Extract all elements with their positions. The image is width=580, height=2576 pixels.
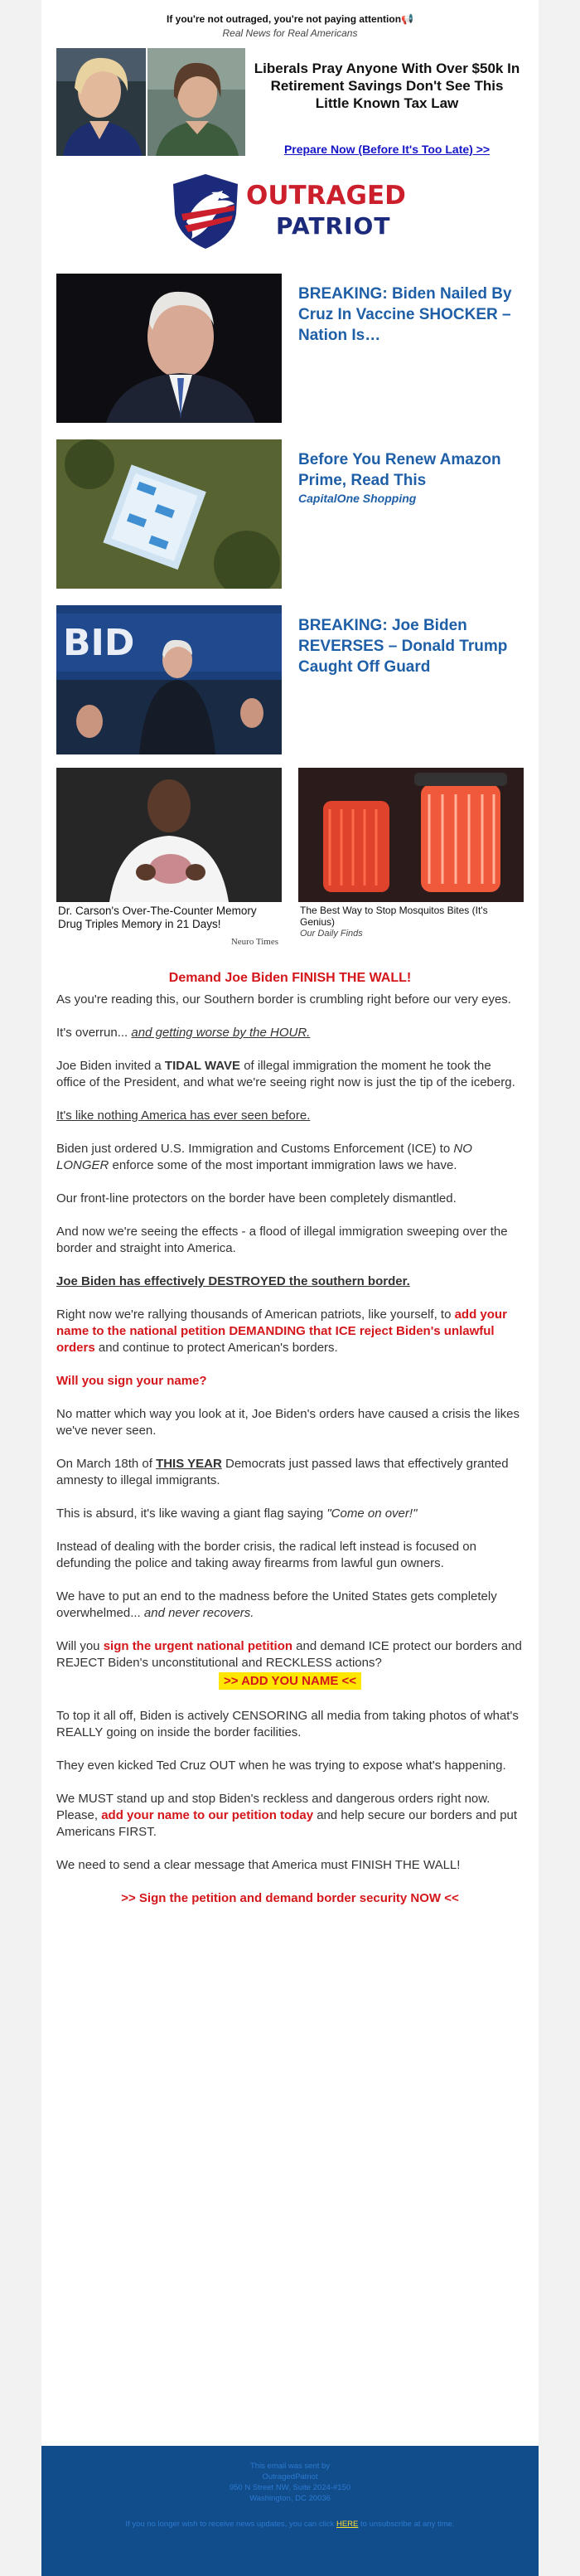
- add-name-button[interactable]: >> ADD YOU NAME <<: [219, 1672, 361, 1690]
- footer-line: 950 N Street NW, Suite 2024-#150: [229, 2483, 351, 2492]
- paragraph: Joe Biden invited a TIDAL WAVE of illegal immigration the moment he took the office of the President, and what we're seeing right now is just the tip of the iceberg.: [56, 1059, 515, 1089]
- sign-petition-link[interactable]: >> Sign the petition and demand border security NOW <<: [121, 1891, 459, 1905]
- email-body: [41, 0, 539, 2576]
- article-headline: Demand Joe Biden FINISH THE WALL!: [168, 971, 412, 985]
- story-title[interactable]: BREAKING: Biden Nailed By Cruz In Vaccine SHOCKER – Nation Is…: [298, 285, 512, 344]
- footer-line: This email was sent by: [249, 2462, 331, 2471]
- story-card[interactable]: [56, 274, 524, 423]
- petition-link[interactable]: add your name to our petition today: [101, 1808, 314, 1822]
- paragraph: This is absurd, it's like waving a giant flag saying "Come on over!": [56, 1506, 418, 1521]
- story-source: CapitalOne Shopping: [298, 492, 417, 505]
- preheader-subtitle: Real News for Real Americans: [222, 27, 358, 39]
- megaphone-icon: 📢: [401, 13, 413, 25]
- preheader-tagline: If you're not outraged, you're not paying attention: [167, 13, 402, 25]
- article: [56, 970, 524, 1907]
- outraged-patriot-logo[interactable]: [170, 171, 418, 254]
- paragraph: Biden just ordered U.S. Immigration and Customs Enforcement (ICE) to NO LONGER enforce some of the most important immigration laws we have.: [56, 1142, 472, 1172]
- paragraph: Will you sign the urgent national petition and demand ICE protect our borders and REJECT Biden's unconstitutional and RECKLESS actions?: [56, 1639, 522, 1670]
- petition-link[interactable]: add your name to the national petition DEMANDING that ICE reject Biden's unlawful orders: [56, 1307, 507, 1355]
- paragraph: We have to put an end to the madness before the United States gets completely overwhelmed... and never recovers.: [56, 1589, 497, 1620]
- paragraph: Joe Biden has effectively DESTROYED the southern border.: [56, 1274, 410, 1288]
- story-card[interactable]: [56, 605, 524, 754]
- paragraph: It's overrun... and getting worse by the HOUR.: [56, 1026, 311, 1040]
- paragraph: Right now we're rallying thousands of American patriots, like yourself, to add your name to the national petition DEMANDING that ICE reject Biden's unlawful orders and continue to protect American's borders.: [56, 1307, 507, 1355]
- story-title[interactable]: Before You Renew Amazon Prime, Read This: [298, 451, 501, 489]
- paragraph: No matter which way you look at it, Joe Biden's orders have caused a crisis the likes we've never seen.: [56, 1407, 520, 1438]
- ad-caption[interactable]: The Best Way to Stop Mosquitos Bites (It's Genius): [300, 905, 488, 928]
- sign-question[interactable]: Will you sign your name?: [56, 1374, 207, 1388]
- preheader: [41, 0, 539, 39]
- ad-caption[interactable]: Dr. Carson's Over-The-Counter Memory Drug Triples Memory in 21 Days!: [58, 905, 257, 930]
- ben-carson-photo[interactable]: [56, 768, 282, 902]
- paragraph: Instead of dealing with the border crisis, the radical left instead is focused on defunding the police and taking away firearms from lawful gun owners.: [56, 1540, 476, 1570]
- petition-link[interactable]: sign the urgent national petition: [103, 1639, 293, 1653]
- eagle-shield-icon: [170, 172, 241, 250]
- footer-line: OutragedPatriot: [262, 2472, 318, 2481]
- unsubscribe-link[interactable]: HERE: [336, 2520, 359, 2529]
- paragraph: And now we're seeing the effects - a flood of illegal immigration sweeping over the border and straight into America.: [56, 1225, 508, 1255]
- footer: [41, 2446, 539, 2576]
- ad-card[interactable]: [298, 768, 524, 950]
- svg-text:BID: BID: [63, 622, 135, 664]
- paragraph: We need to send a clear message that America must FINISH THE WALL!: [56, 1858, 461, 1872]
- paragraph: We MUST stand up and stop Biden's reckless and dangerous orders right now. Please, add your name to our petition today and help secure our borders and put Americans FIRST.: [56, 1792, 518, 1839]
- story-card[interactable]: [56, 439, 524, 589]
- footer-line: Washington, DC 20036: [249, 2494, 331, 2503]
- hillary-photo[interactable]: [56, 48, 146, 156]
- mosquito-lamp-photo[interactable]: [298, 768, 524, 902]
- paragraph: To top it all off, Biden is actively CENSORING all media from taking photos of what's REALLY going on inside the border facilities.: [56, 1709, 519, 1739]
- ad-source: Our Daily Finds: [300, 929, 363, 939]
- paragraph: They even kicked Ted Cruz OUT when he was trying to expose what's happening.: [56, 1759, 506, 1773]
- amazon-box-photo[interactable]: [56, 439, 282, 589]
- paragraph: Our front-line protectors on the border have been completely dismantled.: [56, 1191, 457, 1206]
- ad-card[interactable]: [56, 768, 282, 950]
- paragraph: On March 18th of THIS YEAR Democrats just passed laws that effectively granted amnesty to illegal immigrants.: [56, 1457, 509, 1487]
- story-title[interactable]: BREAKING: Joe Biden REVERSES – Donald Trump Caught Off Guard: [298, 617, 508, 676]
- paragraph: It's like nothing America has ever seen before.: [56, 1109, 311, 1123]
- paragraph: As you're reading this, our Southern border is crumbling right before our very eyes.: [56, 992, 511, 1007]
- biden-podium-photo[interactable]: [56, 605, 282, 754]
- top-ad-link[interactable]: Prepare Now (Before It's Too Late) >>: [283, 143, 491, 156]
- unsubscribe-text: If you no longer wish to receive news updates, you can click HERE to unsubscribe at any time.: [125, 2520, 455, 2529]
- biden-photo[interactable]: [56, 274, 282, 423]
- top-ad-title[interactable]: Liberals Pray Anyone With Over $50k In Retirement Savings Don't See This Little Known Tax Law: [254, 61, 520, 111]
- ad-source: Neuro Times: [230, 937, 278, 947]
- logo-line2: PATRIOT: [276, 212, 391, 240]
- logo-line1: OUTRAGED: [246, 181, 406, 211]
- top-ad[interactable]: [56, 48, 524, 156]
- pelosi-photo[interactable]: [147, 48, 245, 156]
